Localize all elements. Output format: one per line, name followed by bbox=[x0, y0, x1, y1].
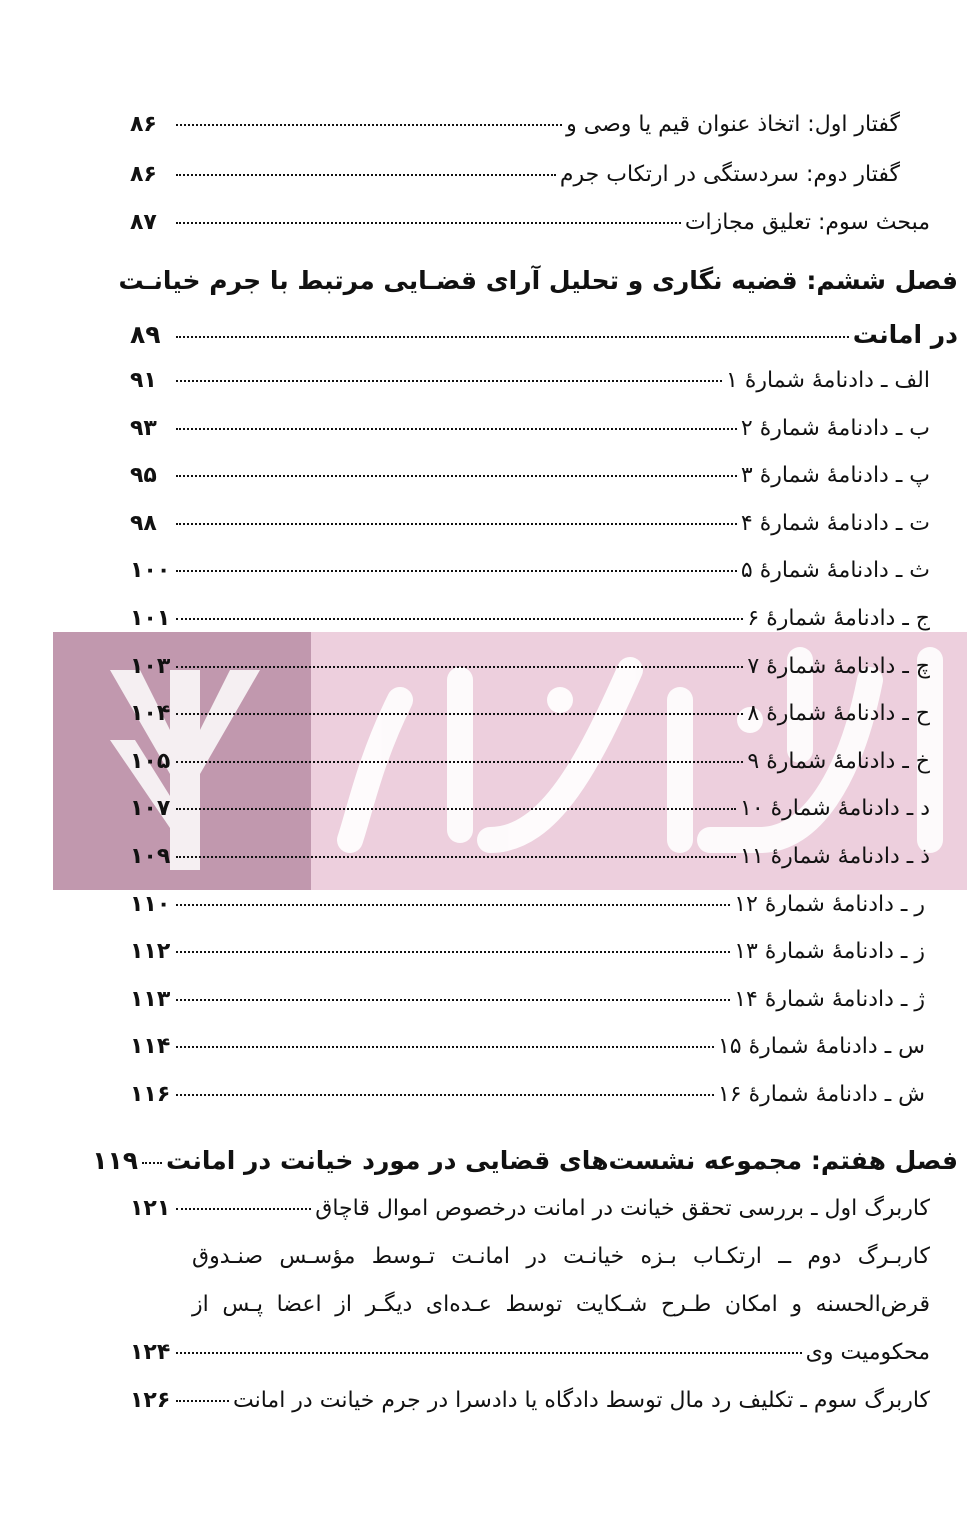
verdict-entry[interactable] bbox=[130, 939, 925, 964]
verdict-page: ۱۰۷ bbox=[130, 796, 171, 822]
verdict-entry[interactable] bbox=[130, 368, 930, 393]
verdict-page: ۱۰۰ bbox=[130, 558, 171, 584]
leader-dots bbox=[176, 1046, 714, 1048]
verdict-entry[interactable] bbox=[130, 1034, 925, 1059]
chapter-6-title-line-2: در امانت bbox=[852, 320, 958, 349]
verdict-entry[interactable] bbox=[130, 463, 930, 488]
verdict-page: ۱۰۵ bbox=[130, 748, 171, 774]
verdict-entry[interactable] bbox=[130, 558, 930, 583]
leader-dots bbox=[176, 904, 730, 906]
verdict-page: ۱۰۳ bbox=[130, 653, 171, 679]
verdict-title: ژ ـ دادنامهٔ شمارهٔ ۱۴ bbox=[734, 986, 925, 1012]
toc-entry-title: گفتار اول: اتخاذ عنوان قیم یا وصی و bbox=[566, 112, 900, 137]
verdict-title: ت ـ دادنامهٔ شمارهٔ ۴ bbox=[740, 510, 930, 536]
leader-dots bbox=[176, 570, 737, 572]
workshop-2-title-line-2[interactable]: قرض‌الحسنه و امکان طـرح شـکایت توسط عـده‌ای دیگـر از اعضا پـس از bbox=[192, 1292, 930, 1317]
workshop-page: ۱۲۱ bbox=[130, 1196, 171, 1221]
chapter-7-title: فصل هفتم: مجموعه نشست‌های قضایی در مورد خیانت در امانت bbox=[166, 1146, 958, 1175]
workshop-title: کاربرگ سوم ـ تکلیف رد مال توسط دادگاه یا دادسرا در جرم خیانت در امانت bbox=[232, 1388, 930, 1413]
verdict-title: د ـ دادنامهٔ شمارهٔ ۱۰ bbox=[740, 796, 930, 822]
toc-entry-page: ۸۶ bbox=[130, 112, 157, 137]
toc-entry[interactable] bbox=[130, 162, 900, 187]
verdict-page: ۱۱۴ bbox=[130, 1034, 171, 1060]
verdict-entry[interactable] bbox=[130, 416, 930, 441]
verdict-title: ز ـ دادنامهٔ شمارهٔ ۱۳ bbox=[734, 939, 925, 965]
verdict-title: ث ـ دادنامهٔ شمارهٔ ۵ bbox=[740, 558, 930, 584]
leader-dots bbox=[176, 713, 743, 715]
verdict-entry[interactable] bbox=[130, 1082, 925, 1107]
verdict-title: چ ـ دادنامهٔ شمارهٔ ۷ bbox=[747, 653, 930, 679]
toc-entry-page: ۸۷ bbox=[130, 210, 157, 235]
workshop-2-title-line-1[interactable]: کاربـرگ دوم ــ ارتکـاب بـزه خیانـت در امانـت تـوسط مؤسـس صنـدوق bbox=[192, 1244, 930, 1269]
leader-dots bbox=[176, 808, 736, 810]
verdict-page: ۹۸ bbox=[130, 510, 157, 536]
verdict-page: ۱۱۶ bbox=[130, 1082, 171, 1107]
chapter-6-entry[interactable] bbox=[130, 320, 958, 349]
verdict-page: ۱۱۲ bbox=[130, 939, 171, 965]
verdict-entry[interactable] bbox=[130, 892, 925, 917]
leader-dots bbox=[176, 951, 730, 953]
leader-dots bbox=[176, 1094, 714, 1096]
leader-dots bbox=[176, 1208, 311, 1210]
leader-dots bbox=[176, 999, 730, 1001]
verdict-title: ش ـ دادنامهٔ شمارهٔ ۱۶ bbox=[717, 1082, 925, 1107]
verdict-entry[interactable] bbox=[130, 796, 930, 821]
verdict-page: ۹۳ bbox=[130, 415, 157, 441]
verdict-entry[interactable] bbox=[130, 701, 930, 726]
verdict-title: ج ـ دادنامهٔ شمارهٔ ۶ bbox=[747, 606, 930, 631]
leader-dots bbox=[176, 1400, 229, 1402]
toc-entry[interactable] bbox=[130, 210, 930, 235]
verdict-title: س ـ دادنامهٔ شمارهٔ ۱۵ bbox=[717, 1034, 925, 1060]
verdict-entry[interactable] bbox=[130, 654, 930, 679]
verdict-title: ذ ـ دادنامهٔ شمارهٔ ۱۱ bbox=[740, 844, 930, 869]
leader-dots bbox=[176, 336, 849, 338]
verdict-title: ب ـ دادنامهٔ شمارهٔ ۲ bbox=[740, 415, 930, 441]
workshop-entry[interactable] bbox=[130, 1340, 930, 1365]
verdict-page: ۹۱ bbox=[130, 368, 157, 393]
verdict-title: الف ـ دادنامهٔ شمارهٔ ۱ bbox=[726, 368, 930, 393]
leader-dots bbox=[176, 761, 743, 763]
leader-dots bbox=[176, 618, 743, 620]
verdict-title: ح ـ دادنامهٔ شمارهٔ ۸ bbox=[747, 701, 930, 727]
leader-dots bbox=[176, 523, 737, 525]
verdict-title: خ ـ دادنامهٔ شمارهٔ ۹ bbox=[747, 748, 930, 774]
verdict-title: پ ـ دادنامهٔ شمارهٔ ۳ bbox=[740, 463, 930, 489]
verdict-entry[interactable] bbox=[130, 511, 930, 536]
leader-dots bbox=[176, 666, 743, 668]
verdict-entry[interactable] bbox=[130, 844, 930, 869]
leader-dots bbox=[176, 1352, 802, 1354]
workshop-entry[interactable] bbox=[130, 1196, 930, 1221]
verdict-page: ۱۱۰ bbox=[130, 891, 171, 917]
verdict-entry[interactable] bbox=[130, 987, 925, 1012]
leader-dots bbox=[176, 856, 736, 858]
verdict-page: ۱۰۹ bbox=[130, 844, 171, 869]
verdict-page: ۱۱۳ bbox=[130, 986, 171, 1012]
workshop-2-title-line-3: محکومیت وی bbox=[805, 1340, 930, 1365]
verdict-page: ۱۰۴ bbox=[130, 701, 171, 727]
workshop-page: ۱۲۴ bbox=[130, 1340, 171, 1365]
workshop-entry[interactable] bbox=[130, 1388, 930, 1413]
workshop-page: ۱۲۶ bbox=[130, 1388, 171, 1413]
toc-entry-page: ۸۶ bbox=[130, 162, 157, 187]
leader-dots bbox=[176, 222, 681, 224]
toc-entry-title: مبحث سوم: تعلیق مجازات bbox=[684, 210, 930, 235]
leader-dots bbox=[176, 428, 737, 430]
toc-entry[interactable] bbox=[130, 112, 900, 137]
toc-entry-title: گفتار دوم: سردستگی در ارتکاب جرم bbox=[559, 162, 900, 187]
leader-dots bbox=[176, 124, 562, 126]
verdict-page: ۹۵ bbox=[130, 463, 157, 489]
chapter-7-page: ۱۱۹ bbox=[92, 1146, 139, 1175]
verdict-entry[interactable] bbox=[130, 606, 930, 631]
leader-dots bbox=[176, 380, 722, 382]
workshop-title: کاربرگ اول ـ بررسی تحقق خیانت در امانت درخصوص اموال قاچاق bbox=[315, 1196, 930, 1221]
leader-dots bbox=[176, 174, 556, 176]
leader-dots bbox=[142, 1162, 162, 1164]
verdict-entry[interactable] bbox=[130, 749, 930, 774]
verdict-title: ر ـ دادنامهٔ شمارهٔ ۱۲ bbox=[734, 891, 925, 917]
chapter-7-entry[interactable] bbox=[92, 1146, 958, 1175]
chapter-6-title-line-1[interactable]: فصل ششم: قضیه نگاری و تحلیل آرای قضـایی مرتبط با جرم خیانـت bbox=[118, 266, 958, 295]
verdict-page: ۱۰۱ bbox=[130, 606, 171, 631]
leader-dots bbox=[176, 475, 737, 477]
chapter-6-page: ۸۹ bbox=[130, 320, 161, 349]
